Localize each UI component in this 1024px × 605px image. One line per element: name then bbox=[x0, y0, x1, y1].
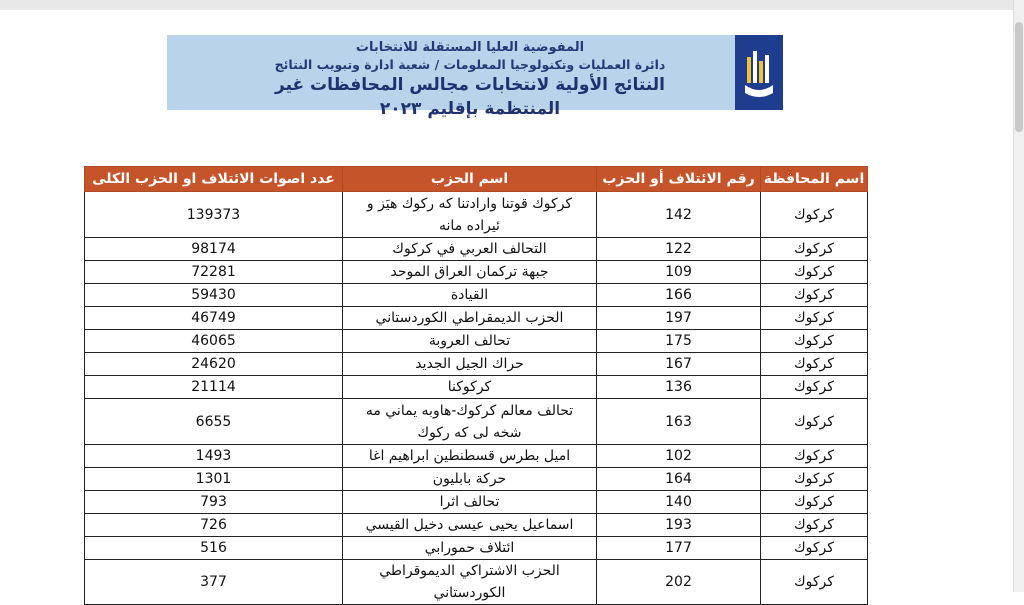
cell-votes: 6655 bbox=[85, 399, 343, 445]
banner-text bbox=[235, 39, 705, 121]
cell-governorate: كركوك bbox=[761, 330, 868, 353]
cell-governorate: كركوك bbox=[761, 514, 868, 537]
cell-number: 109 bbox=[597, 261, 761, 284]
cell-governorate: كركوك bbox=[761, 261, 868, 284]
cell-governorate: كركوك bbox=[761, 376, 868, 399]
cell-governorate: كركوك bbox=[761, 491, 868, 514]
cell-governorate: كركوك bbox=[761, 307, 868, 330]
table-row bbox=[85, 491, 868, 514]
cell-governorate: كركوك bbox=[761, 284, 868, 307]
cell-party: التحالف العربي في كركوك bbox=[343, 238, 597, 261]
cell-votes: 726 bbox=[85, 514, 343, 537]
top-strip bbox=[0, 0, 1024, 10]
cell-votes: 21114 bbox=[85, 376, 343, 399]
cell-party: جبهة تركمان العراق الموحد bbox=[343, 261, 597, 284]
header-governorate: اسم المحافظة bbox=[761, 167, 868, 192]
banner-commission-name: المفوضية العليا المستقلة للانتخابات bbox=[355, 40, 585, 55]
cell-votes: 98174 bbox=[85, 238, 343, 261]
cell-party: الحزب الاشتراكي الديموقراطي الكوردستاني bbox=[343, 560, 597, 605]
cell-votes: 1493 bbox=[85, 445, 343, 468]
cell-governorate: كركوك bbox=[761, 445, 868, 468]
cell-number: 167 bbox=[597, 353, 761, 376]
cell-number: 102 bbox=[597, 445, 761, 468]
header-votes: عدد اصوات الائتلاف او الحزب الكلى bbox=[85, 167, 343, 192]
table-row bbox=[85, 238, 868, 261]
table-row bbox=[85, 261, 868, 284]
cell-party: اميل بطرس قسطنطين ابراهيم اغا bbox=[343, 445, 597, 468]
cell-number: 197 bbox=[597, 307, 761, 330]
cell-number: 202 bbox=[597, 560, 761, 605]
cell-party: تحالف اثرا bbox=[343, 491, 597, 514]
cell-number: 193 bbox=[597, 514, 761, 537]
table-row bbox=[85, 284, 868, 307]
cell-number: 136 bbox=[597, 376, 761, 399]
cell-votes: 516 bbox=[85, 537, 343, 560]
header-number: رقم الائتلاف أو الحزب bbox=[597, 167, 761, 192]
cell-party: تحالف العروبة bbox=[343, 330, 597, 353]
cell-party: حركة بابليون bbox=[343, 468, 597, 491]
cell-number: 122 bbox=[597, 238, 761, 261]
table-row bbox=[85, 192, 868, 238]
table-header-row bbox=[85, 167, 868, 192]
cell-party: تحالف معالم كركوك-هاوبه يماني مه شخه لى كه ركوك bbox=[343, 399, 597, 445]
page-title: النتائج الأولية لانتخابات مجالس المحافظات غير المنتظمة بإقليم ٢٠٢٣ bbox=[275, 75, 665, 119]
cell-number: 140 bbox=[597, 491, 761, 514]
cell-governorate: كركوك bbox=[761, 560, 868, 605]
table-row bbox=[85, 445, 868, 468]
cell-votes: 46749 bbox=[85, 307, 343, 330]
cell-governorate: كركوك bbox=[761, 353, 868, 376]
cell-party: حراك الجيل الجديد bbox=[343, 353, 597, 376]
table-row bbox=[85, 353, 868, 376]
cell-governorate: كركوك bbox=[761, 192, 868, 238]
table-row bbox=[85, 537, 868, 560]
cell-votes: 1301 bbox=[85, 468, 343, 491]
cell-party: كركوكنا bbox=[343, 376, 597, 399]
cell-governorate: كركوك bbox=[761, 468, 868, 491]
cell-number: 166 bbox=[597, 284, 761, 307]
cell-party: كركوك قوتنا وارادتنا كه ركوك هيَز و ئيراده مانه bbox=[343, 192, 597, 238]
cell-party: القيادة bbox=[343, 284, 597, 307]
cell-governorate: كركوك bbox=[761, 537, 868, 560]
table-row bbox=[85, 330, 868, 353]
cell-number: 142 bbox=[597, 192, 761, 238]
table-row bbox=[85, 307, 868, 330]
ballot-box-icon bbox=[735, 35, 783, 110]
vertical-scrollbar[interactable] bbox=[1013, 0, 1024, 592]
cell-party: ائتلاف حمورابي bbox=[343, 537, 597, 560]
cell-party: الحزب الديمقراطي الكوردستاني bbox=[343, 307, 597, 330]
cell-votes: 377 bbox=[85, 560, 343, 605]
cell-number: 175 bbox=[597, 330, 761, 353]
header-party: اسم الحزب bbox=[343, 167, 597, 192]
cell-governorate: كركوك bbox=[761, 238, 868, 261]
cell-votes: 59430 bbox=[85, 284, 343, 307]
cell-number: 164 bbox=[597, 468, 761, 491]
cell-votes: 46065 bbox=[85, 330, 343, 353]
table-row bbox=[85, 399, 868, 445]
commission-logo bbox=[735, 35, 783, 110]
header-banner bbox=[167, 35, 783, 119]
cell-votes: 139373 bbox=[85, 192, 343, 238]
cell-number: 177 bbox=[597, 537, 761, 560]
scrollbar-thumb[interactable] bbox=[1015, 22, 1023, 132]
cell-votes: 24620 bbox=[85, 353, 343, 376]
cell-votes: 72281 bbox=[85, 261, 343, 284]
cell-party: اسماعيل يحيى عيسى دخيل القيسي bbox=[343, 514, 597, 537]
table-row bbox=[85, 468, 868, 491]
table-row bbox=[85, 514, 868, 537]
table-row bbox=[85, 376, 868, 399]
cell-votes: 793 bbox=[85, 491, 343, 514]
cell-governorate: كركوك bbox=[761, 399, 868, 445]
banner-department: دائرة العمليات وتكنولوجيا المعلومات / شعبة ادارة وتبويب النتائج bbox=[274, 57, 666, 72]
table-row bbox=[85, 560, 868, 605]
cell-number: 163 bbox=[597, 399, 761, 445]
results-table bbox=[84, 166, 868, 605]
